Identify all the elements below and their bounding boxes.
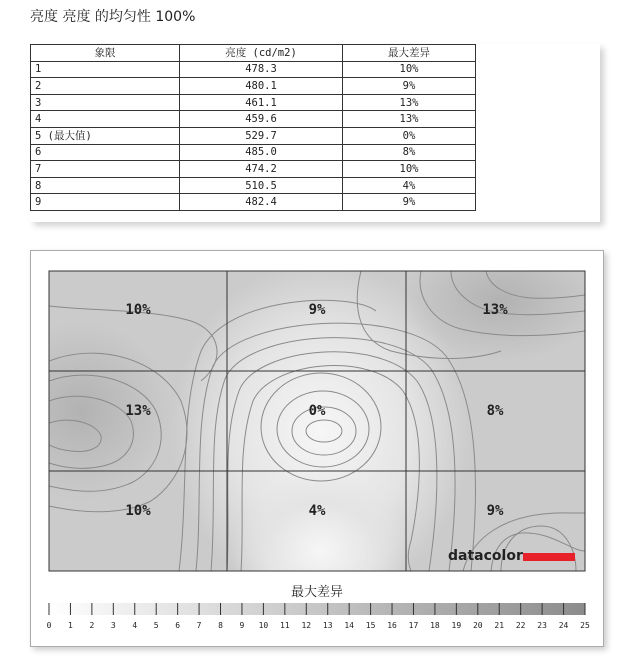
uniformity-table (30, 44, 476, 211)
cell-luminance: 480.1 (180, 78, 343, 95)
scale-tick-label: 25 (580, 621, 590, 630)
cell-max-diff: 13% (343, 111, 476, 128)
scale-tick-label: 12 (301, 621, 312, 630)
cell-quadrant: 6 (31, 144, 180, 161)
quadrant-label-7: 10% (125, 503, 151, 519)
table-row (31, 194, 476, 211)
scale-tick-label: 15 (365, 621, 376, 630)
quadrant-label-4: 13% (125, 403, 151, 419)
cell-luminance: 482.4 (180, 194, 343, 211)
quadrant-label-2: 9% (308, 302, 326, 318)
scale-tick-label: 13 (322, 621, 333, 630)
table-row (31, 127, 476, 144)
quadrant-label-9: 9% (486, 503, 504, 519)
scale-tick-label: 2 (89, 621, 95, 630)
page-title: 亮度 亮度 的均匀性 100% (30, 9, 196, 25)
table-row (31, 94, 476, 111)
scale-tick-label: 18 (430, 621, 440, 630)
scale-tick-label: 22 (515, 621, 526, 630)
scale-tick-label: 6 (175, 621, 181, 630)
cell-quadrant: 3 (31, 94, 180, 111)
table-row (31, 111, 476, 128)
table-row (31, 161, 476, 178)
cell-quadrant: 4 (31, 111, 180, 128)
cell-luminance: 485.0 (180, 144, 343, 161)
scale-title: 最大差异 (290, 585, 344, 600)
scale-tick-label: 1 (68, 621, 73, 630)
cell-luminance: 474.2 (180, 161, 343, 178)
uniformity-table-card (30, 44, 600, 222)
quadrant-label-5: 0% (308, 403, 326, 419)
table-row (31, 144, 476, 161)
scale-ramp (49, 603, 585, 615)
cell-quadrant: 9 (31, 194, 180, 211)
cell-max-diff: 10% (343, 61, 476, 78)
uniformity-map-card (30, 250, 604, 647)
scale-tick-label: 5 (153, 621, 159, 630)
cell-luminance: 459.6 (180, 111, 343, 128)
scale-tick-label: 16 (387, 621, 397, 630)
scale-tick-label: 14 (344, 621, 354, 630)
quadrant-label-6: 8% (486, 403, 504, 419)
cell-max-diff: 8% (343, 144, 476, 161)
cell-max-diff: 10% (343, 161, 476, 178)
logo-text: datacolor (448, 548, 523, 564)
scale-tick-label: 3 (110, 621, 116, 630)
scale-tick-label: 20 (472, 621, 483, 630)
quadrant-label-3: 13% (482, 302, 508, 318)
scale-tick-label: 19 (451, 621, 462, 630)
cell-quadrant: 2 (31, 78, 180, 95)
cell-max-diff: 0% (343, 127, 476, 144)
table-row (31, 61, 476, 78)
scale-tick-label: 4 (132, 621, 138, 630)
scale-tick-label: 11 (280, 621, 290, 630)
cell-luminance: 461.1 (180, 94, 343, 111)
cell-max-diff: 13% (343, 94, 476, 111)
scale-tick-label: 10 (258, 621, 269, 630)
quadrant-label-8: 4% (308, 503, 326, 519)
logo-bar (523, 553, 575, 561)
quadrant-label-1: 10% (125, 302, 151, 318)
table-header-row (31, 45, 476, 62)
column-header-max-diff: 最大差异 (343, 45, 476, 62)
uniformity-map (31, 251, 603, 646)
scale-tick-label: 0 (46, 621, 52, 630)
scale-tick-label: 17 (408, 621, 419, 630)
scale-tick-label: 8 (218, 621, 223, 630)
cell-max-diff: 4% (343, 177, 476, 194)
cell-quadrant: 1 (31, 61, 180, 78)
cell-quadrant: 5 (最大值) (31, 127, 180, 144)
cell-quadrant: 8 (31, 177, 180, 194)
scale-tick-label: 7 (196, 621, 202, 630)
cell-max-diff: 9% (343, 78, 476, 95)
column-header-quadrant: 象限 (31, 45, 180, 62)
scale-tick-label: 24 (558, 621, 569, 630)
table-row (31, 177, 476, 194)
scale-tick-label: 21 (494, 621, 505, 630)
cell-max-diff: 9% (343, 194, 476, 211)
scale-tick-label: 23 (537, 621, 547, 630)
scale-tick-label: 9 (239, 621, 245, 630)
cell-luminance: 510.5 (180, 177, 343, 194)
cell-luminance: 478.3 (180, 61, 343, 78)
cell-luminance: 529.7 (180, 127, 343, 144)
table-row (31, 78, 476, 95)
cell-quadrant: 7 (31, 161, 180, 178)
column-header-luminance: 亮度 (cd/m2) (180, 45, 343, 62)
